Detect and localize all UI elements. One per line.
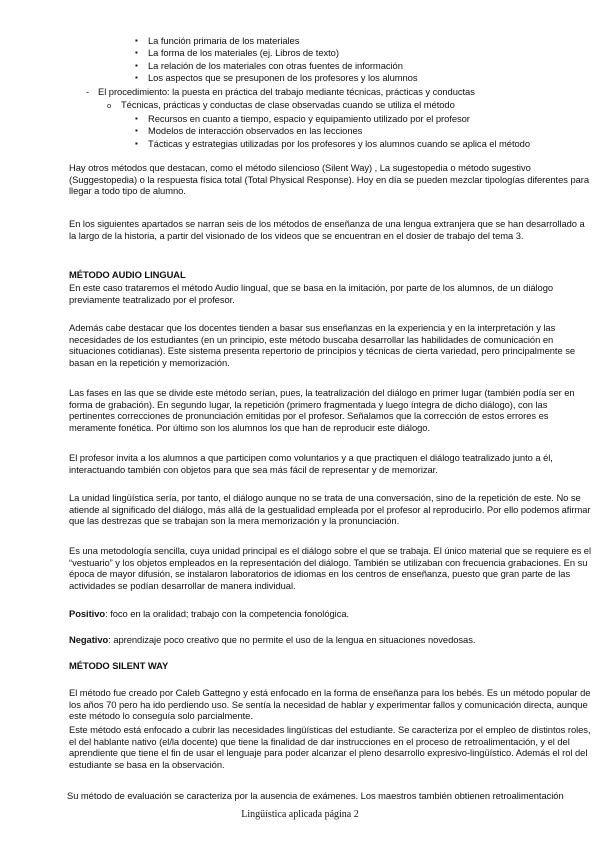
procedure-item (86, 86, 475, 98)
paragraph-other-methods: Hay otros métodos que destacan, como el método silencioso (Silent Way) , La sugestopedia o método sugestivo (Suggestopedia) o la respuesta física total (Total Physical Response). Hoy en día se pueden mezclar tipologías diferentes para llegar a todo tipo de alumno. (69, 162, 590, 197)
paragraph-audio-methodology: Es una metodología sencilla, cuya unidad principal es el diálogo sobre el que se trabaja. El único material que se requiere es el “vestuario” y los objetos empleados en la representación del diálogo. También se utilizaban con frecuencia grabaciones. En su época de mayor difusión, se instalaron laboratorios de idiomas en los centros de enseñanza, puesto que gran parte de las actividades se podían desarrollar de manera individual. (69, 545, 591, 591)
paragraph-audio-phases: Las fases en las que se divide este método serían, pues, la teatralización del diálogo en primer lugar (también podía ser en forma de grabación). En segundo lugar, la repetición (primero fragmentada y luego íntegra de dicho diálogo), con las pertinentes correcciones de pronunciación emitidas por el profesor. Señalamos que la corrección de estos errores es meramente fonética. Por último son los alumnos los que han de reproducir este diálogo. (69, 387, 575, 433)
list-item: ▪ La forma de los materiales (ej. Libros de texto) (135, 47, 417, 59)
dash-marker: - (86, 86, 90, 97)
paragraph-audio-intro: En este caso trataremos el método Audio lingual, que se basa en la imitación, por parte de los alumnos, de un diálogo previamente teatralizado por el profesor. (69, 282, 554, 305)
paragraph-sections-intro: En los siguientes apartados se narran seis de los métodos de enseñanza de una lengua extranjera que se han desarrollado a la largo de la historia, a partir del visionado de los videos que se encuentran en el dosier de trabajo del tema 3. (69, 218, 585, 241)
list-item: ▪ Los aspectos que se presuponen de los profesores y los alumnos (135, 72, 417, 84)
negative-text: : aprendizaje poco creativo que no permite el uso de la lengua en situaciones novedosas. (108, 634, 476, 645)
paragraph-silent-evaluation: Su método de evaluación se caracteriza por la ausencia de exámenes. Los maestros también obtienen retroalimentación (67, 790, 564, 801)
techniques-text: Técnicas, prácticas y conductas de clase observadas cuando se utiliza el método (121, 99, 455, 110)
negative-label: Negativo (69, 634, 109, 645)
techniques-item (107, 99, 455, 112)
list-item: ▪ Recursos en cuanto a tiempo, espacio y equipamiento utilizado por el profesor (135, 113, 530, 125)
paragraph-silent-origin: El método fue creado por Caleb Gattegno y está enfocado en la forma de enseñanza para los bebés. Es un método popular de los años 70 pero ha ido perdiendo uso. Se sentía la necesidad de hablar y experimentar fallos y comunicación directa, aunque este método lo conseguía solo parcialmente. (69, 687, 591, 722)
heading-audio-lingual: MÉTODO AUDIO LINGUAL (69, 269, 186, 280)
heading-silent-way: MÉTODO SILENT WAY (69, 660, 169, 671)
paragraph-audio-teachers: Además cabe destacar que los docentes tienden a basar sus enseñanzas en la experiencia y en la interpretación y las necesidades de los estudiantes (en un principio, este método buscaba desarrollar las habilidades de comunicación en situaciones cotidianas). Este sistema presenta repertorio de principios y técnicas de cierta variedad, pero principalmente se basan en la repetición y memorización. (69, 322, 575, 368)
procedure-text: El procedimiento: la puesta en práctica del trabajo mediante técnicas, prácticas y conductas (98, 86, 475, 97)
bullet-list-materials (135, 35, 417, 85)
positive-label: Positivo (69, 608, 106, 619)
paragraph-audio-unit: La unidad lingüística sería, por tanto, el diálogo aunque no se trata de una conversación, sino de la repetición de este. No se atiende al significado del diálogo, más allá de la gestualidad empleada por el profesor al reproducirlo. Por ello podemos afirmar que las destrezas que se trabajan son la mera memorización y la pronunciación. (69, 492, 591, 527)
circle-marker: o (107, 101, 112, 110)
negative-line (69, 634, 591, 646)
list-item: ▪ Tácticas y estrategias utilizadas por los profesores y los alumnos cuando se aplica el método (135, 138, 530, 150)
list-item: ▪ Modelos de interacción observados en las lecciones (135, 125, 530, 137)
page-footer: Lingüística aplicada página 2 (241, 809, 359, 820)
paragraph-silent-roles: Este método está enfocado a cubrir las necesidades lingüísticas del estudiante. Se caracteriza por el empleo de distintos roles, el del hablante nativo (el/la docente) que tiene la finalidad de dar instrucciones en el proceso de retroalimentación, y el del aprendiente que tiene el fin de usar el lenguaje para poder alcanzar el pleno desarrollo expresivo-lingüístico. Además el rol del estudiante se basa en la observación. (69, 724, 591, 770)
positive-text: : foco en la oralidad; trabajo con la competencia fonológica. (105, 608, 350, 619)
positive-line (69, 608, 591, 620)
list-item: ▪ La función primaria de los materiales (135, 35, 417, 47)
bullet-list-techniques (135, 113, 530, 150)
paragraph-audio-teacher-invites: El profesor invita a los alumnos a que participen como voluntarios y a que practiquen el diálogo teatralizado junto a él, interactuando también con objetos para que sea más fácil de representar y de memorizar. (69, 452, 553, 475)
list-item: ▪ La relación de los materiales con otras fuentes de información (135, 60, 417, 72)
